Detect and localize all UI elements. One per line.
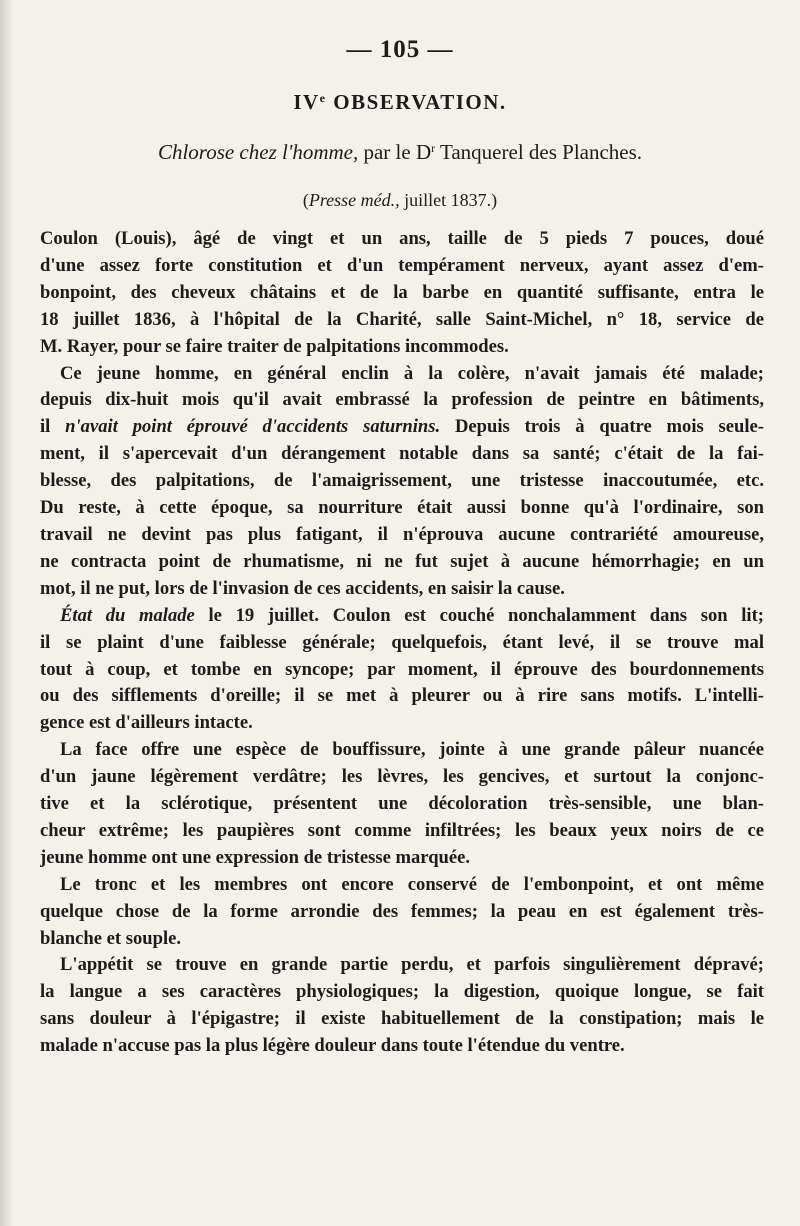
- source-open-paren: (: [302, 190, 309, 210]
- text-run: le 19 juillet. Coulon est couché nonchalamment dans son lit;: [194, 604, 764, 626]
- text-run: jeune homme ont une expression de tristesse marquée.: [40, 846, 471, 868]
- text-run: cheur extrême; les paupières sont comme infiltrées; les beaux yeux noirs de ce: [40, 819, 764, 841]
- paragraph: [40, 361, 764, 603]
- text-run: M. Rayer, pour se faire traiter de palpitations incommodes.: [40, 335, 509, 357]
- text-line: [40, 522, 764, 549]
- text-run: Ce jeune homme, en général enclin à la colère, n'avait jamais été malade;: [60, 362, 764, 384]
- text-line: [40, 791, 764, 818]
- source-citation: [0, 190, 800, 211]
- text-line: [40, 414, 764, 441]
- text-line: [40, 334, 764, 361]
- text-line: [40, 1033, 764, 1060]
- paragraph: [40, 872, 764, 953]
- title-superscript: e: [319, 91, 327, 105]
- subtitle-author: Tanquerel des Planches.: [435, 140, 643, 164]
- text-line: [40, 630, 764, 657]
- text-run: tive et la sclérotique, présentent une décoloration très-sensible, une blan-: [40, 793, 764, 815]
- text-line: [40, 468, 764, 495]
- title-text: OBSERVATION.: [326, 90, 507, 114]
- subtitle-superscript: r: [431, 141, 436, 155]
- text-line: [40, 387, 764, 414]
- text-run: bonpoint, des cheveux châtains et de la barbe en quantité suffisante, entra le: [40, 281, 764, 303]
- text-line: [40, 683, 764, 710]
- page-number: — 105 —: [346, 36, 454, 63]
- italic-phrase: n'avait point éprouvé d'accidents saturnins.: [65, 416, 441, 438]
- text-line: [40, 899, 764, 926]
- text-run: Depuis trois à quatre mois seule-: [440, 416, 764, 438]
- paragraph: [40, 226, 764, 361]
- text-line: [40, 576, 764, 603]
- text-run: L'appétit se trouve en grande partie perdu, et parfois singulièrement dépravé;: [60, 954, 764, 976]
- text-line: [40, 657, 764, 684]
- text-run: il: [40, 416, 66, 438]
- text-run: quelque chose de la forme arrondie des femmes; la peau en est également très-: [40, 900, 764, 922]
- text-line: [40, 307, 764, 334]
- text-run: Du reste, à cette époque, sa nourriture était aussi bonne qu'à l'ordinaire, son: [40, 497, 764, 519]
- text-run: d'une assez forte constitution et d'un tempérament nerveux, ayant assez d'em-: [40, 254, 764, 276]
- text-line: [40, 764, 764, 791]
- text-run: La face offre une espèce de bouffissure, jointe à une grande pâleur nuancée: [60, 739, 764, 761]
- text-run: Coulon (Louis), âgé de vingt et un ans, taille de 5 pieds 7 pouces, doué: [40, 228, 764, 249]
- text-run: ou des sifflements d'oreille; il se met à pleurer ou à rire sans motifs. L'intelli-: [40, 685, 764, 707]
- text-line: [40, 495, 764, 522]
- observation-subtitle: [0, 140, 800, 165]
- text-run: la langue a ses caractères physiologiques; la digestion, quoique longue, se fait: [40, 981, 764, 1003]
- text-run: d'un jaune légèrement verdâtre; les lèvres, les gencives, et surtout la conjonc-: [40, 766, 764, 788]
- text-run: il se plaint d'une faiblesse générale; quelquefois, étant levé, il se trouve mal: [40, 631, 764, 653]
- text-line: [40, 952, 764, 979]
- text-run: ment, il s'apercevait d'un dérangement notable dans sa santé; c'était de la fai-: [40, 443, 764, 465]
- source-journal: Presse méd.,: [308, 190, 400, 210]
- paragraph: [40, 603, 764, 738]
- text-run: malade n'accuse pas la plus légère douleur dans toute l'étendue du ventre.: [40, 1035, 625, 1057]
- title-roman: IV: [293, 90, 320, 114]
- text-line: [40, 1006, 764, 1033]
- subtitle-author-prefix: par le D: [358, 140, 432, 164]
- text-line: [40, 845, 764, 872]
- text-line: [40, 549, 764, 576]
- text-line: [40, 979, 764, 1006]
- text-line: [40, 603, 764, 630]
- text-line: [40, 926, 764, 953]
- subtitle-italic: Chlorose chez l'homme,: [157, 140, 359, 164]
- text-line: [40, 361, 764, 388]
- body-text: [40, 226, 764, 1060]
- text-run: depuis dix-huit mois qu'il avait embrassé la profession de peintre en bâtiments,: [40, 389, 764, 411]
- italic-phrase: État du malade: [60, 604, 195, 626]
- text-run: tout à coup, et tombe en syncope; par moment, il éprouve des bourdonnements: [40, 658, 764, 680]
- text-line: [40, 872, 764, 899]
- text-line: [40, 253, 764, 280]
- source-date: juillet 1837.): [399, 190, 498, 210]
- text-run: mot, il ne put, lors de l'invasion de ces accidents, en saisir la cause.: [40, 577, 565, 599]
- paragraph: [40, 737, 764, 872]
- text-line: [40, 226, 764, 253]
- text-run: blesse, des palpitations, de l'amaigrissement, une tristesse inaccoutumée, etc.: [40, 470, 764, 492]
- text-run: blanche et souple.: [40, 927, 182, 949]
- text-line: [40, 737, 764, 764]
- text-run: sans douleur à l'épigastre; il existe habituellement de la constipation; mais le: [40, 1008, 764, 1030]
- text-run: travail ne devint pas plus fatigant, il n'éprouva aucune contrariété amoureuse,: [40, 523, 764, 545]
- text-run: Le tronc et les membres ont encore conservé de l'embonpoint, et ont même: [60, 873, 764, 895]
- paragraph: [40, 952, 764, 1060]
- text-line: [40, 710, 764, 737]
- observation-title: [0, 90, 800, 115]
- text-line: [40, 441, 764, 468]
- text-line: [40, 280, 764, 307]
- text-line: [40, 818, 764, 845]
- text-run: ne contracta point de rhumatisme, ni ne fut sujet à aucune hémorrhagie; en un: [40, 550, 764, 572]
- text-run: gence est d'ailleurs intacte.: [40, 712, 253, 734]
- text-run: 18 juillet 1836, à l'hôpital de la Charité, salle Saint-Michel, n° 18, service de: [40, 308, 764, 330]
